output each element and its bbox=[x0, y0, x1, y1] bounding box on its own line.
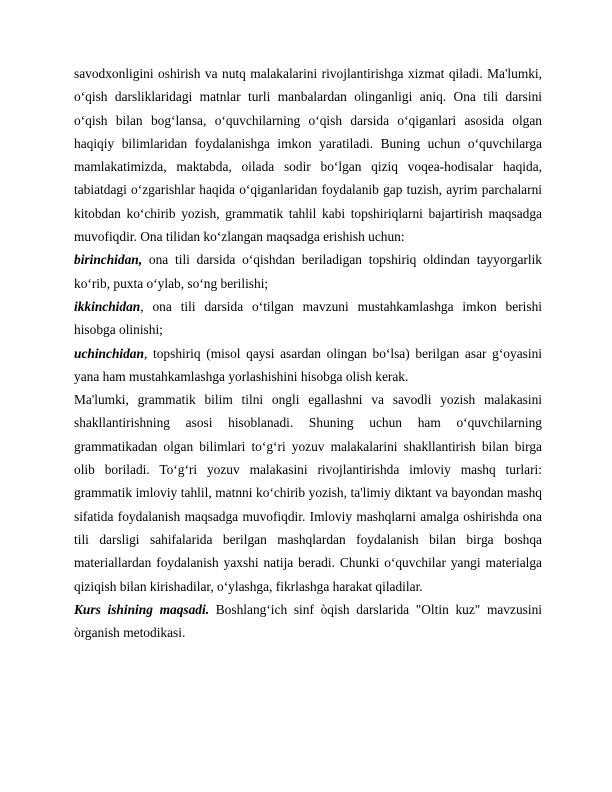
list-item-lead: ikkinchidan bbox=[74, 298, 141, 314]
list-item-text: ona tili darsida o‘qishdan beriladigan topshiriq oldindan tayyorgarlik ko‘rib, puxta o‘ylab, so‘ng berilishi; bbox=[74, 252, 542, 291]
body-paragraph: savodxonligini oshirish va nutq malakalarini rivojlantirishga xizmat qiladi. Ma'lumki, o‘qish darsliklaridagi matnlar turli manbalardan olinganligi aniq. Ona tili darsini o‘qish bilan bog‘lansa, o‘quvchilarning o‘qish darsida o‘qiganlari asosida olgan haqiqiy bilimlaridan foydalanishga imkon yaratiladi. Buning uchun o‘quvchilarga mamlakatimizda, maktabda, oilada sodir bo‘lgan qiziq voqea-hodisalar haqida, tabiatdagi o‘zgarishlar haqida o‘qiganlaridan foydalanib gap tuzish, ayrim parchalarni kitobdan ko‘chirib yozish, grammatik tahlil kabi topshiriqlarni bajartirish maqsadga muvofiqdir. Ona tilidan ko‘zlangan maqsadga erishish uchun: bbox=[74, 66, 542, 245]
list-item-lead: uchinchidan bbox=[74, 345, 144, 361]
list-item-lead: birinchidan, bbox=[74, 252, 143, 268]
body-paragraph: Ma'lumki, grammatik bilim tilni ongli egallashni va savodli yozish malakasini shakllantirishning asosi hisoblanadi. Shuning uchun ham o‘quvchilarning grammatikadan olgan bilimlari to‘g‘ri yozuv malakalarini shakllantirish bilan birga olib boriladi. To‘g‘ri yozuv malakasini rivojlantirishda imloviy mashq turlari: grammatik imloviy tahlil, matnni ko‘chirib yozish, ta'limiy diktant va bayondan mashq sifatida foydalanish maqsadga muvofiqdir. Imloviy mashqlarni amalga oshirishda ona tili darsligi sahifalarida berilgan mashqlardan foydalanish bilan birga boshqa materiallardan foydalanish yaxshi natija beradi. Chunki o‘quvchilar yangi materialga qiziqish bilan kirishadilar, o‘ylashga, fikrlashga harakat qiladilar. bbox=[74, 392, 542, 594]
document-page bbox=[74, 62, 542, 644]
list-item-text: , ona tili darsida o‘tilgan mavzuni mustahkamlashga imkon berishi hisobga olinishi; bbox=[74, 298, 542, 338]
purpose-paragraph bbox=[74, 598, 542, 645]
list-item-second bbox=[74, 295, 542, 342]
list-item-first bbox=[74, 248, 542, 295]
purpose-text: Boshlang‘ich sinf òqish darslarida "Oltin kuz" mavzusini òrganish metodikasi. bbox=[74, 601, 542, 641]
list-item-text: , topshiriq (misol qaysi asardan olingan bo‘lsa) berilgan asar g‘oyasini yana ham mustahkamlashga yorlashishini hisobga olish kerak. bbox=[74, 345, 542, 384]
purpose-lead: Kurs ishining maqsadi. bbox=[74, 601, 210, 617]
list-item-third bbox=[74, 342, 542, 389]
